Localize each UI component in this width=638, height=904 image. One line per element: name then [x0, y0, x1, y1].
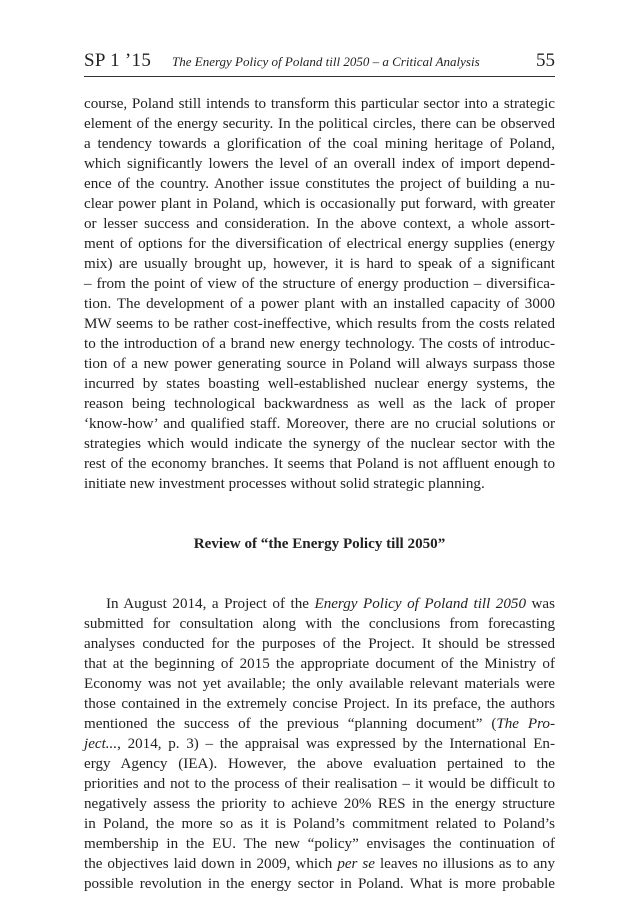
latin-phrase-italic: per se	[337, 856, 375, 872]
running-title: The Energy Policy of Poland till 2050 – a Critical Analysis	[172, 54, 480, 69]
text-line: ergy Agency (IEA). However, the above evaluation pertained to the	[84, 756, 555, 772]
text-line: analyses conducted for the purposes of the Project. It should be stressed	[84, 636, 555, 652]
text-line: tion of a new power generating source in Poland will always surpass those	[84, 356, 555, 372]
text-line: element of the energy security. In the political circles, there can be observed	[84, 116, 555, 132]
running-header	[84, 50, 555, 77]
text-line	[84, 714, 555, 734]
text-run: mentioned the success of the previous “planning document” (	[84, 716, 497, 732]
text-line	[84, 854, 555, 874]
text-line: – from the point of view of the structure of energy production – diversifica-	[84, 276, 555, 292]
text-line: priorities and not to the process of their realisation – it would be difficult to	[84, 776, 555, 792]
text-line	[84, 594, 555, 614]
text-run: was	[526, 596, 556, 612]
text-line: ence of the country. Another issue constitutes the project of building a nu-	[84, 176, 555, 192]
section-heading: Review of “the Energy Policy till 2050”	[193, 536, 446, 552]
text-line: rest of the economy branches. It seems that Poland is not affluent enough to	[84, 456, 555, 472]
text-line: reason being technological backwardness as well as the lack of proper	[84, 396, 555, 412]
text-line: incurred by states boasting well-established nuclear energy systems, the	[84, 376, 555, 392]
text-run: , 2014, p. 3) – the appraisal was expressed by the International En-	[117, 736, 555, 752]
text-line: tion. The development of a power plant with an installed capacity of 3000	[84, 296, 555, 312]
document-title-italic: Energy Policy of Poland till 2050	[314, 596, 526, 612]
text-line: to the introduction of a brand new energy technology. The costs of introduc-	[84, 336, 555, 352]
text-run: leaves no illusions as to any	[375, 856, 556, 872]
text-line: ment of options for the diversification of electrical energy supplies (energy	[84, 236, 555, 252]
text-line: those contained in the extremely concise Project. In its preface, the authors	[84, 696, 555, 712]
citation-italic: ject...	[84, 736, 118, 752]
text-line: initiate new investment processes without solid strategic planning.	[84, 476, 485, 492]
text-line: in Poland, the more so as it is Poland’s commitment related to Poland’s	[84, 816, 555, 832]
journal-issue: SP 1 ’15	[84, 50, 152, 71]
text-line: mix) are usually brought up, however, it is hard to speak of a significant	[84, 256, 555, 272]
text-line: possible revolution in the energy sector in Poland. What is more probable	[84, 876, 555, 892]
text-line: that at the beginning of 2015 the appropriate document of the Ministry of	[84, 656, 555, 672]
page-number: 55	[536, 50, 555, 71]
text-line: course, Poland still intends to transform this particular sector into a strategic	[84, 96, 555, 112]
text-line: ‘know-how’ and qualified staff. Moreover, there are no crucial solutions or	[84, 416, 555, 432]
body-text	[84, 94, 555, 894]
text-line: a tendency towards a glorification of the coal mining heritage of Poland,	[84, 136, 555, 152]
text-line: membership in the EU. The new “policy” envisages the continuation of	[84, 836, 555, 852]
text-line: or lesser success and consideration. In the above context, a whole assort-	[84, 216, 555, 232]
citation-italic: The Pro-	[496, 716, 555, 732]
text-line: strategies which would indicate the synergy of the nuclear sector with the	[84, 436, 555, 452]
text-line: negatively assess the priority to achieve 20% RES in the energy structure	[84, 796, 555, 812]
text-line	[84, 734, 555, 754]
text-line: submitted for consultation along with the conclusions from forecasting	[84, 616, 555, 632]
paragraph-2	[84, 594, 555, 894]
paragraph-1	[84, 94, 555, 494]
text-line: which significantly lowers the level of an overall index of import depend-	[84, 156, 555, 172]
text-line: MW seems to be rather cost-ineffective, which results from the costs related	[84, 316, 555, 332]
text-line: clear power plant in Poland, which is occasionally put forward, with greater	[84, 196, 555, 212]
text-run: In August 2014, a Project of the	[106, 596, 315, 612]
text-run: the objectives laid down in 2009, which	[84, 856, 338, 872]
text-line: Economy was not yet available; the only available relevant materials were	[84, 676, 555, 692]
